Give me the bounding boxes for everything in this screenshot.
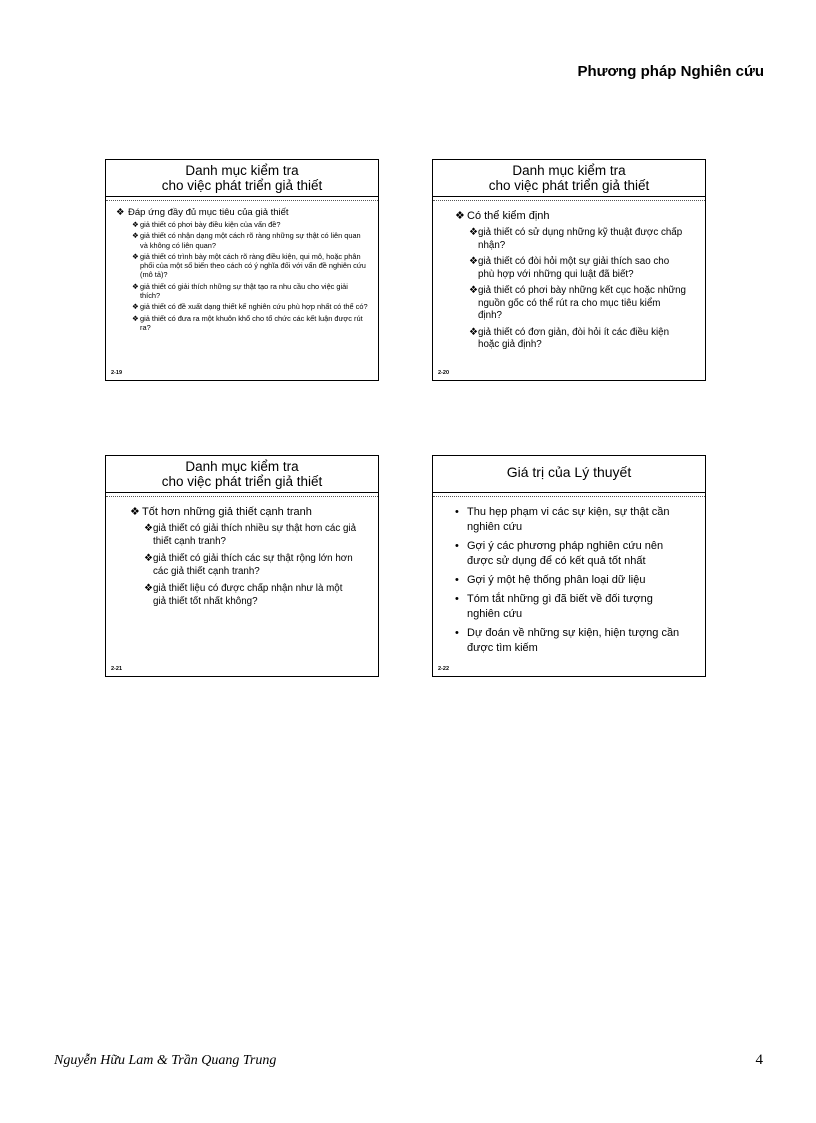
title-divider bbox=[106, 492, 378, 493]
list-item-text: giả thiết có giải thích nhiều sự thật hơn các giả thiết cạnh tranh? bbox=[153, 523, 357, 547]
list-item bbox=[144, 583, 358, 608]
bullet-icon: • bbox=[455, 540, 459, 552]
diamond-bullet-icon: ❖ bbox=[144, 523, 153, 534]
slide-title bbox=[433, 456, 705, 480]
list-item bbox=[455, 592, 687, 622]
title-divider-dotted bbox=[433, 496, 705, 497]
list-item-text: Gợi ý các phương pháp nghiên cứu nên được sử dụng để có kết quả tốt nhất bbox=[467, 540, 664, 567]
slide-number: 2-20 bbox=[438, 370, 450, 376]
diamond-bullet-icon: ❖ bbox=[132, 251, 139, 261]
list-item-text: giả thiết có đề xuất dạng thiết kế nghiên cứu phù hợp nhất có thể có? bbox=[140, 302, 368, 312]
slide-title-line1: Danh mục kiểm tra bbox=[512, 163, 626, 178]
list-item-text: giả thiết có đơn giản, đòi hỏi ít các điều kiện hoặc giả định? bbox=[478, 326, 670, 350]
list-item-text: giả thiết có sử dụng những kỹ thuật được chấp nhận? bbox=[478, 227, 683, 251]
diamond-bullet-icon: ❖ bbox=[469, 256, 478, 267]
list-item bbox=[469, 285, 687, 323]
slide-title bbox=[433, 160, 705, 193]
bullet-icon: • bbox=[455, 627, 459, 639]
list-item-text: giả thiết có đòi hỏi một sự giải thích sao cho phù hợp với những qui luật đã biết? bbox=[478, 256, 670, 280]
main-point-text: Có thể kiểm định bbox=[467, 210, 550, 222]
slide-number: 2-19 bbox=[111, 370, 123, 376]
slide-title-line1: Giá trị của Lý thuyết bbox=[506, 464, 632, 480]
title-divider-dotted bbox=[106, 200, 378, 201]
list-item bbox=[132, 220, 370, 229]
list-item bbox=[455, 626, 687, 656]
diamond-bullet-icon: ❖ bbox=[455, 210, 465, 222]
title-divider-dotted bbox=[433, 200, 705, 201]
list-item bbox=[469, 256, 687, 281]
slide-title bbox=[106, 160, 378, 193]
main-point-text: Tốt hơn những giả thiết cạnh tranh bbox=[142, 506, 312, 518]
diamond-bullet-icon: ❖ bbox=[144, 583, 153, 594]
main-point bbox=[455, 210, 687, 223]
list-item bbox=[132, 314, 370, 333]
list-item-text: Tóm tắt những gì đã biết về đối tượng nghiên cứu bbox=[467, 593, 653, 620]
list-item bbox=[132, 302, 370, 311]
list-item bbox=[455, 573, 687, 588]
slide-title-line1: Danh mục kiểm tra bbox=[185, 459, 299, 474]
page-number: 4 bbox=[755, 1052, 763, 1068]
list-item-text: Thu hẹp phạm vi các sự kiện, sự thật cần nghiên cứu bbox=[467, 506, 670, 533]
diamond-bullet-icon: ❖ bbox=[132, 281, 139, 291]
slide-2-20 bbox=[432, 159, 706, 381]
footer-authors: Nguyễn Hữu Lam & Trần Quang Trung bbox=[54, 1053, 277, 1068]
diamond-bullet-icon: ❖ bbox=[132, 313, 139, 323]
slide-title bbox=[106, 456, 378, 489]
diamond-bullet-icon: ❖ bbox=[132, 231, 139, 241]
diamond-bullet-icon: ❖ bbox=[130, 506, 140, 518]
list-item-text: giả thiết có phơi bày những kết cục hoặc những nguồn gốc có thể rút ra cho mục tiêu kiểm định? bbox=[478, 285, 686, 321]
list-item-text: Gợi ý một hệ thống phân loại dữ liệu bbox=[467, 574, 646, 586]
main-point bbox=[116, 207, 370, 218]
list-item-text: giả thiết có trình bày một cách rõ ràng điều kiện, qui mô, hoặc phân phối của một số biến theo cách có ý nghĩa đối với vấn đề nghiên cứu (mô tả)? bbox=[140, 251, 366, 280]
list-item-text: giả thiết có nhận dạng một cách rõ ràng những sự thật có liên quan và không có liên quan? bbox=[140, 231, 361, 250]
diamond-bullet-icon: ❖ bbox=[469, 326, 478, 338]
list-item-text: giả thiết liệu có được chấp nhận như là một giả thiết tốt nhất không? bbox=[153, 583, 343, 607]
slide-number: 2-22 bbox=[438, 666, 450, 672]
list-item bbox=[132, 252, 370, 280]
bullet-icon: • bbox=[455, 574, 459, 586]
slide-title-line1: Danh mục kiểm tra bbox=[185, 163, 299, 178]
slide-number: 2-21 bbox=[111, 666, 123, 672]
list-item bbox=[132, 282, 370, 301]
title-divider-dotted bbox=[106, 496, 378, 497]
list-item-text: giả thiết có giải thích những sự thật tạo ra nhu cầu cho việc giải thích? bbox=[140, 281, 348, 301]
list-item bbox=[469, 327, 687, 352]
list-item bbox=[132, 231, 370, 250]
slide-2-22 bbox=[432, 455, 706, 677]
main-point-text: Đáp ứng đầy đủ mục tiêu của giả thiết bbox=[128, 207, 289, 218]
list-item bbox=[455, 505, 687, 535]
title-divider bbox=[433, 492, 705, 493]
page-header: Phương pháp Nghiên cứu bbox=[577, 63, 764, 80]
diamond-bullet-icon: ❖ bbox=[469, 227, 478, 238]
title-divider bbox=[106, 196, 378, 197]
bullet-icon: • bbox=[455, 506, 459, 518]
diamond-bullet-icon: ❖ bbox=[132, 302, 139, 312]
diamond-bullet-icon: ❖ bbox=[469, 285, 478, 296]
list-item bbox=[144, 523, 358, 548]
slide-2-19 bbox=[105, 159, 379, 381]
diamond-bullet-icon: ❖ bbox=[144, 553, 153, 564]
slide-title-line2: cho việc phát triển giả thiết bbox=[161, 178, 323, 193]
list-item bbox=[455, 539, 687, 569]
list-item-text: giả thiết có phơi bày điều kiện của vấn đề? bbox=[140, 220, 281, 229]
slide-title-line2: cho việc phát triển giả thiết bbox=[161, 474, 323, 489]
slide-title-line2: cho việc phát triển giả thiết bbox=[488, 178, 650, 193]
main-point bbox=[130, 506, 358, 519]
list-item bbox=[469, 227, 687, 252]
diamond-bullet-icon: ❖ bbox=[132, 220, 139, 229]
diamond-bullet-icon: ❖ bbox=[116, 207, 125, 218]
bullet-icon: • bbox=[455, 593, 459, 605]
title-divider bbox=[433, 196, 705, 197]
list-item-text: giả thiết có giải thích các sự thật rộng lớn hơn các giả thiết cạnh tranh? bbox=[153, 553, 353, 577]
slide-2-21 bbox=[105, 455, 379, 677]
list-item bbox=[144, 553, 358, 578]
list-item-text: Dự đoán về những sự kiện, hiện tượng cần được tìm kiếm bbox=[467, 627, 680, 654]
list-item-text: giả thiết có đưa ra một khuôn khổ cho tổ chức các kết luận được rút ra? bbox=[140, 313, 363, 332]
